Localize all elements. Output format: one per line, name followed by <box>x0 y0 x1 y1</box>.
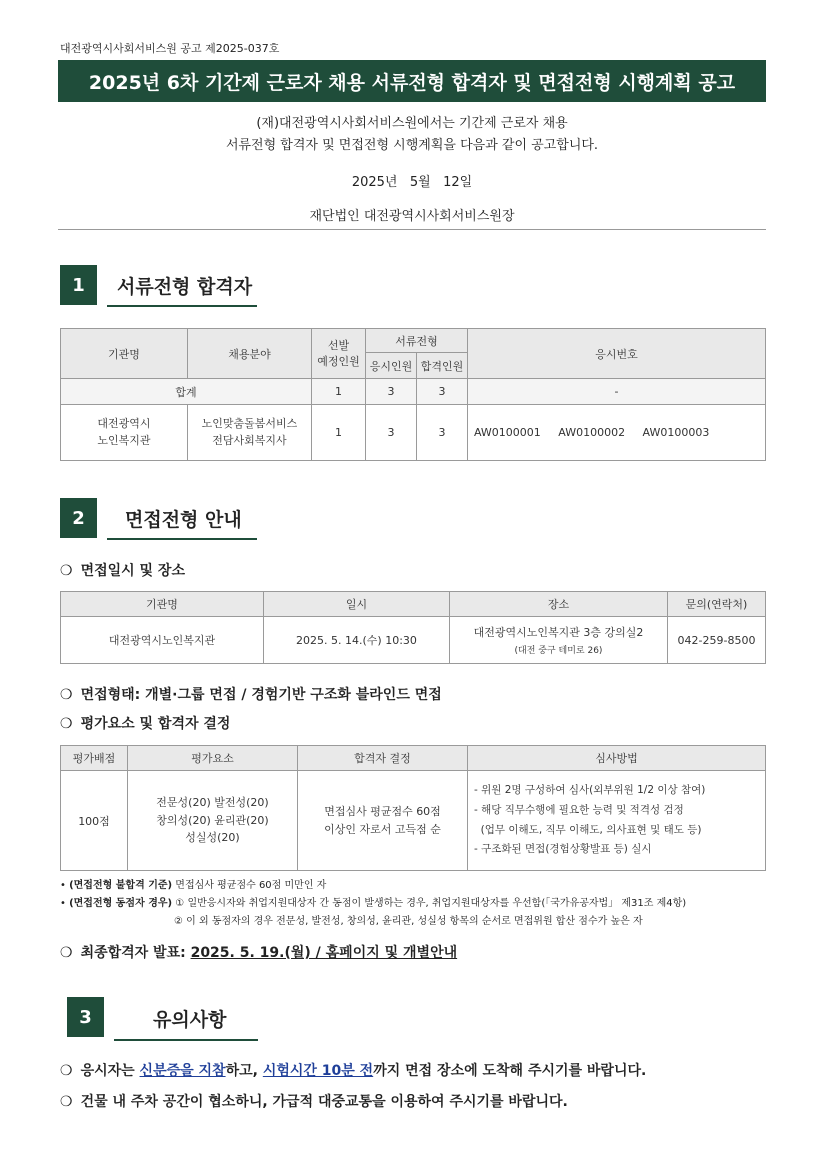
caution-line-1: ❍ 응시자는 신분증을 지참하고, 시험시간 10분 전까지 면접 장소에 도착해 주시기를 바랍니다. <box>60 1063 647 1079</box>
row-planned: 1 <box>312 405 366 461</box>
section-2-number: 2 <box>60 498 97 538</box>
intro-line-1: (재)대전광역시사회서비스원에서는 기간제 근로자 채용 <box>256 116 568 131</box>
total-numbers: - <box>468 379 766 405</box>
notice-date: 2025년 5월 12일 <box>351 175 473 190</box>
page-title: 2025년 6차 기간제 근로자 채용 서류전형 합격자 및 면접전형 시행계획 공고 <box>58 60 766 102</box>
section-3-underline <box>114 1039 258 1041</box>
schedule-place <box>450 617 668 664</box>
header-method: 심사방법 <box>468 746 766 771</box>
issuer: 재단법인 대전광역시사회서비스원장 <box>309 209 515 224</box>
header-contact: 문의(연락처) <box>668 592 766 617</box>
method-line: - 구조화된 면접(경험상황발표 등) 실시 <box>474 843 652 856</box>
caution-line-2: ❍ 건물 내 주차 공간이 협소하니, 가급적 대중교통을 이용하여 주시기를 바랍니다. <box>60 1094 568 1110</box>
header-org: 기관명 <box>61 329 188 379</box>
row-applicant-numbers: AW0100001 AW0100002 AW0100003 <box>468 405 766 461</box>
document-result-table <box>60 328 766 461</box>
final-announcement-date: 2025. 5. 19.(월) / 홈페이지 및 개별안내 <box>190 945 458 961</box>
header-applicant-numbers: 응시번호 <box>468 329 766 379</box>
eval-decision: 면접심사 평균점수 60점 이상인 자로서 고득점 순 <box>298 771 468 871</box>
section-3-title: 유의사항 <box>153 1009 227 1031</box>
schedule-datetime: 2025. 5. 14.(수) 10:30 <box>264 617 450 664</box>
section-2-title: 면접전형 안내 <box>125 509 242 531</box>
header-planned: 선발 예정인원 <box>312 329 366 379</box>
note-fail-criteria: • (면접전형 불합격 기준) 면접심사 평균점수 60점 미만인 자 <box>60 880 327 891</box>
eval-method <box>468 771 766 871</box>
header-field: 채용분야 <box>188 329 312 379</box>
eval-elements: 전문성(20) 발전성(20) 창의성(20) 윤리관(20) 성실성(20) <box>128 771 298 871</box>
row-org: 대전광역시 노인복지관 <box>61 405 188 461</box>
section-3-number: 3 <box>67 997 104 1037</box>
header-divider <box>58 229 766 230</box>
place-address: (대전 중구 테미로 26) <box>514 646 603 656</box>
bullet-schedule: ❍ 면접일시 및 장소 <box>60 563 185 579</box>
header-applicants: 응시인원 <box>366 353 417 379</box>
bullet-final-announcement: ❍ 최종합격자 발표: 2025. 5. 19.(월) / 홈페이지 및 개별안내 <box>60 945 458 961</box>
header-org: 기관명 <box>61 592 264 617</box>
header-elements: 평가요소 <box>128 746 298 771</box>
row-applicants: 3 <box>366 405 417 461</box>
interview-schedule-table <box>60 591 766 664</box>
eval-score: 100점 <box>61 771 128 871</box>
place-name: 대전광역시노인복지관 3층 강의실2 <box>473 626 644 639</box>
method-line: (업무 이해도, 직무 이해도, 의사표현 및 태도 등) <box>474 823 702 836</box>
total-label: 합계 <box>61 379 312 405</box>
total-applicants: 3 <box>366 379 417 405</box>
header-place: 장소 <box>450 592 668 617</box>
note-tie-rule-2: ② 이 외 동점자의 경우 전문성, 발전성, 창의성, 윤리관, 성실성 항목의 순서로 면접위원 합산 점수가 높은 자 <box>174 916 643 927</box>
section-1-underline <box>107 305 257 307</box>
header-score: 평가배점 <box>61 746 128 771</box>
method-line: - 해당 직무수행에 필요한 능력 및 적격성 검정 <box>474 803 684 816</box>
notice-number: 대전광역시사회서비스원 공고 제2025-037호 <box>60 42 280 55</box>
method-line: - 위원 2명 구성하여 심사(외부위원 1/2 이상 참여) <box>474 783 706 796</box>
total-passed: 3 <box>417 379 468 405</box>
note-tie-rule-1: • (면접전형 동점자 경우) ① 일반응시자와 취업지원대상자 간 동점이 발생하는 경우, 취업지원대상자를 우선함(「국가유공자법」 제31조 제4항) <box>60 898 687 909</box>
schedule-contact: 042-259-8500 <box>668 617 766 664</box>
bullet-interview-type: ❍ 면접형태: 개별·그룹 면접 / 경험기반 구조화 블라인드 면접 <box>60 687 442 703</box>
header-document-screening: 서류전형 <box>366 329 468 353</box>
section-2-underline <box>107 538 257 540</box>
header-decision: 합격자 결정 <box>298 746 468 771</box>
header-datetime: 일시 <box>264 592 450 617</box>
header-passed: 합격인원 <box>417 353 468 379</box>
schedule-org: 대전광역시노인복지관 <box>61 617 264 664</box>
total-planned: 1 <box>312 379 366 405</box>
bullet-evaluation: ❍ 평가요소 및 합격자 결정 <box>60 716 231 732</box>
row-field: 노인맞춤돌봄서비스 전담사회복지사 <box>188 405 312 461</box>
section-1-number: 1 <box>60 265 97 305</box>
section-1-title: 서류전형 합격자 <box>117 276 253 298</box>
intro-line-2: 서류전형 합격자 및 면접전형 시행계획을 다음과 같이 공고합니다. <box>225 138 599 153</box>
evaluation-table <box>60 745 766 871</box>
row-passed: 3 <box>417 405 468 461</box>
